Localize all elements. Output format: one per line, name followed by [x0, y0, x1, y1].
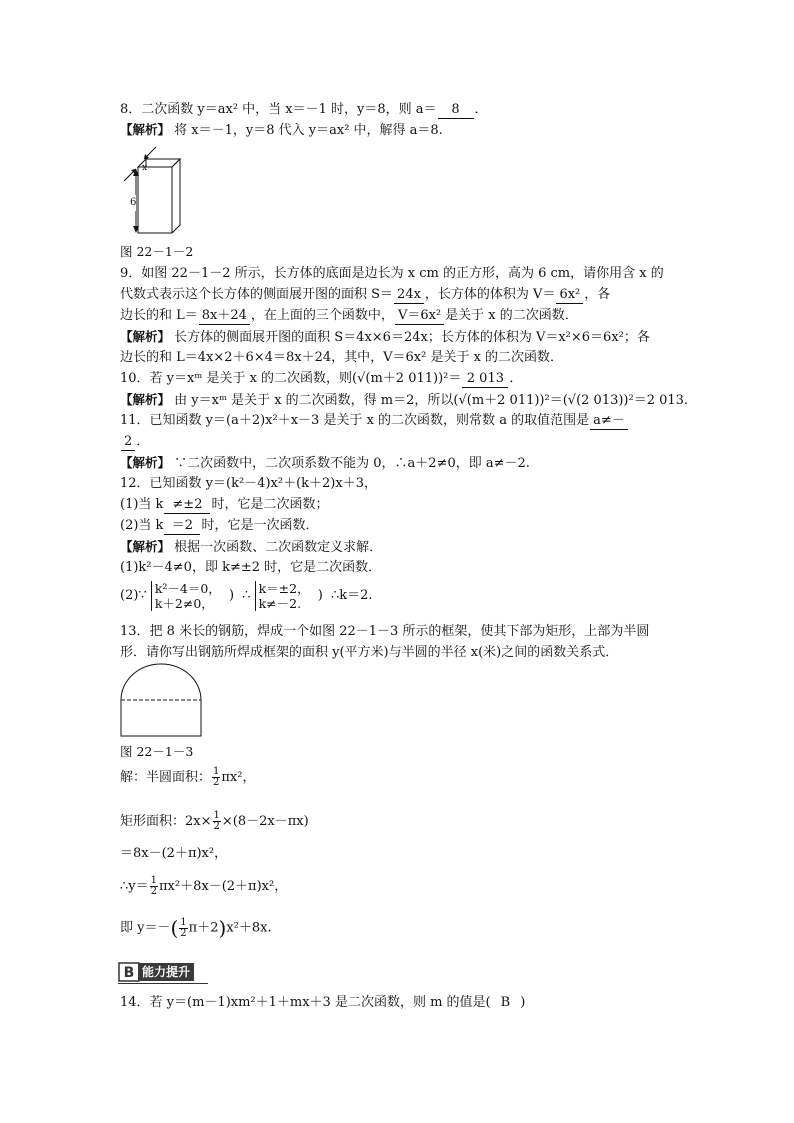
- analysis-label: 【解析】: [120, 329, 171, 344]
- q11-analysis: 【解析】 ∵二次函数中，二次项系数不能为 0，∴a＋2≠0，即 a≠－2.: [120, 455, 530, 471]
- q9-analysis-2: 边长的和 L＝4x×2＋6×4＝8x＋24，其中，V＝6x² 是关于 x 的二次函数．: [120, 350, 564, 365]
- q12-system-2: k＝±2， k≠－2.: [255, 581, 310, 611]
- q12-answer-2: ＝2: [164, 518, 200, 535]
- q13-line2: 形．请你写出钢筋所焊成框架的面积 y(平方米)与半圆的半径 x(米)之间的函数关系式．: [120, 645, 619, 660]
- q13-line1: 13．把 8 米长的钢筋，焊成一个如图 22－1－3 所示的框架，使其下部为矩形，上部为半圆: [120, 624, 650, 639]
- section-b-icon: [118, 962, 140, 982]
- solution-line2: 矩形面积：2x× $\frac{1}{2}$ ×(8－2x－πx): [120, 810, 309, 832]
- q12-system-1: k²－4＝0， k＋2≠0，: [151, 581, 221, 611]
- q10-analysis: 【解析】 由 y＝xᵐ 是关于 x 的二次函数，得 m＝2，所以(√(m＋2 011))²＝(√(2 013))²＝2 013.: [120, 392, 689, 408]
- q12-analysis: 【解析】 根据一次函数、二次函数定义求解．: [120, 539, 383, 555]
- q9-line2: 代数式表示这个长方体的侧面展开图的面积 S＝ 24x ，长方体的体积为 V＝ 6x² ，各: [120, 287, 611, 302]
- q9-answer-l: 8x＋24: [199, 308, 250, 325]
- q8-analysis: 【解析】 将 x＝－1，y＝8 代入 y＝ax² 中，解得 a＝8.: [120, 122, 443, 138]
- figure-caption-22-1-2: 图 22－1－2: [120, 244, 194, 259]
- q9-line3: 边长的和 L＝ 8x＋24 ，在上面的三个函数中， V＝6x² 是关于 x 的二次函数．: [120, 308, 578, 323]
- q12-stem: 12．已知函数 y＝(k²－4)x²＋(k＋2)x＋3，: [120, 476, 377, 491]
- figure-caption-22-1-3: 图 22－1－3: [120, 744, 194, 759]
- solution-line5: 即 y＝－( $\frac{1}{2}$ π＋2)x²＋8x.: [120, 916, 272, 940]
- section-header-ability: [118, 962, 194, 982]
- solution-line3: ＝8x－(2＋π)x²，: [120, 846, 228, 861]
- q11-answer-part1: a≠－: [590, 413, 628, 430]
- fraction-half: $\frac{1}{2}$: [150, 875, 157, 897]
- q12-part1: (1)当 k ≠±2 时，它是二次函数；: [120, 497, 329, 512]
- q11-line1: 11．已知函数 y＝(a＋2)x²＋x－3 是关于 x 的二次函数，则常数 a 的取值范围是 a≠－: [120, 413, 629, 430]
- q14-answer: B: [500, 995, 511, 1010]
- analysis-label: 【解析】: [120, 455, 171, 470]
- cuboid-figure: [118, 145, 198, 237]
- fraction-half: $\frac{1}{2}$: [180, 916, 187, 939]
- cuboid-height-label: 6: [130, 195, 136, 211]
- analysis-label: 【解析】: [120, 539, 171, 554]
- q14-stem: 14．若 y＝(m－1)xm²＋1＋mx＋3 是二次函数，则 m 的值是( B ): [120, 995, 526, 1010]
- q9-analysis-1: 【解析】 长方体的侧面展开图的面积 S＝4x×6＝24x；长方体的体积为 V＝x²×6＝6x²；各: [120, 329, 650, 345]
- q12-solution-2: (2)∵ k²－4＝0， k＋2≠0， ) ∴ k＝±2， k≠－2. ) ∴k＝2.: [120, 580, 373, 611]
- q8-stem: 8．二次函数 y＝ax² 中，当 x＝－1 时，y＝8，则 a＝ 8 ．: [120, 102, 488, 117]
- fraction-half: $\frac{1}{2}$: [213, 766, 220, 788]
- svg-text:B: B: [123, 965, 135, 981]
- section-underline: [118, 983, 208, 984]
- solution-line1: 解：半圆面积： $\frac{1}{2}$ πx²，: [120, 766, 256, 788]
- cuboid-side-label: x: [142, 163, 148, 173]
- q11-line2: 2 ．: [120, 434, 149, 451]
- q10-stem: 10．若 y＝xᵐ 是关于 x 的二次函数，则(√(m＋2 011))²＝ 2 013 ．: [120, 371, 523, 386]
- section-title: 能力提升: [138, 963, 194, 981]
- q8-answer-blank: 8: [438, 102, 474, 119]
- q9-answer-v: 6x²: [556, 287, 583, 304]
- q9-answer-func: V＝6x²: [395, 308, 444, 325]
- analysis-label: 【解析】: [120, 392, 171, 407]
- fraction-half: $\frac{1}{2}$: [213, 810, 220, 832]
- analysis-label: 【解析】: [120, 122, 171, 137]
- q12-part2: (2)当 k ＝2 时，它是一次函数．: [120, 518, 319, 533]
- solution-line4: ∴y＝ $\frac{1}{2}$ πx²＋8x－(2＋π)x²，: [120, 875, 288, 897]
- frame-figure: [118, 662, 204, 740]
- q12-answer-1: ≠±2: [164, 497, 210, 514]
- q9-line1: 9．如图 22－1－2 所示，长方体的底面是边长为 x cm 的正方形，高为 6 cm，请你用含 x 的: [120, 266, 664, 281]
- q12-solution-1: (1)k²－4≠0，即 k≠±2 时，它是二次函数．: [120, 560, 382, 575]
- q9-answer-s: 24x: [394, 287, 424, 304]
- q11-answer-part2: 2: [121, 434, 135, 451]
- q10-answer-blank: 2 013: [462, 371, 508, 388]
